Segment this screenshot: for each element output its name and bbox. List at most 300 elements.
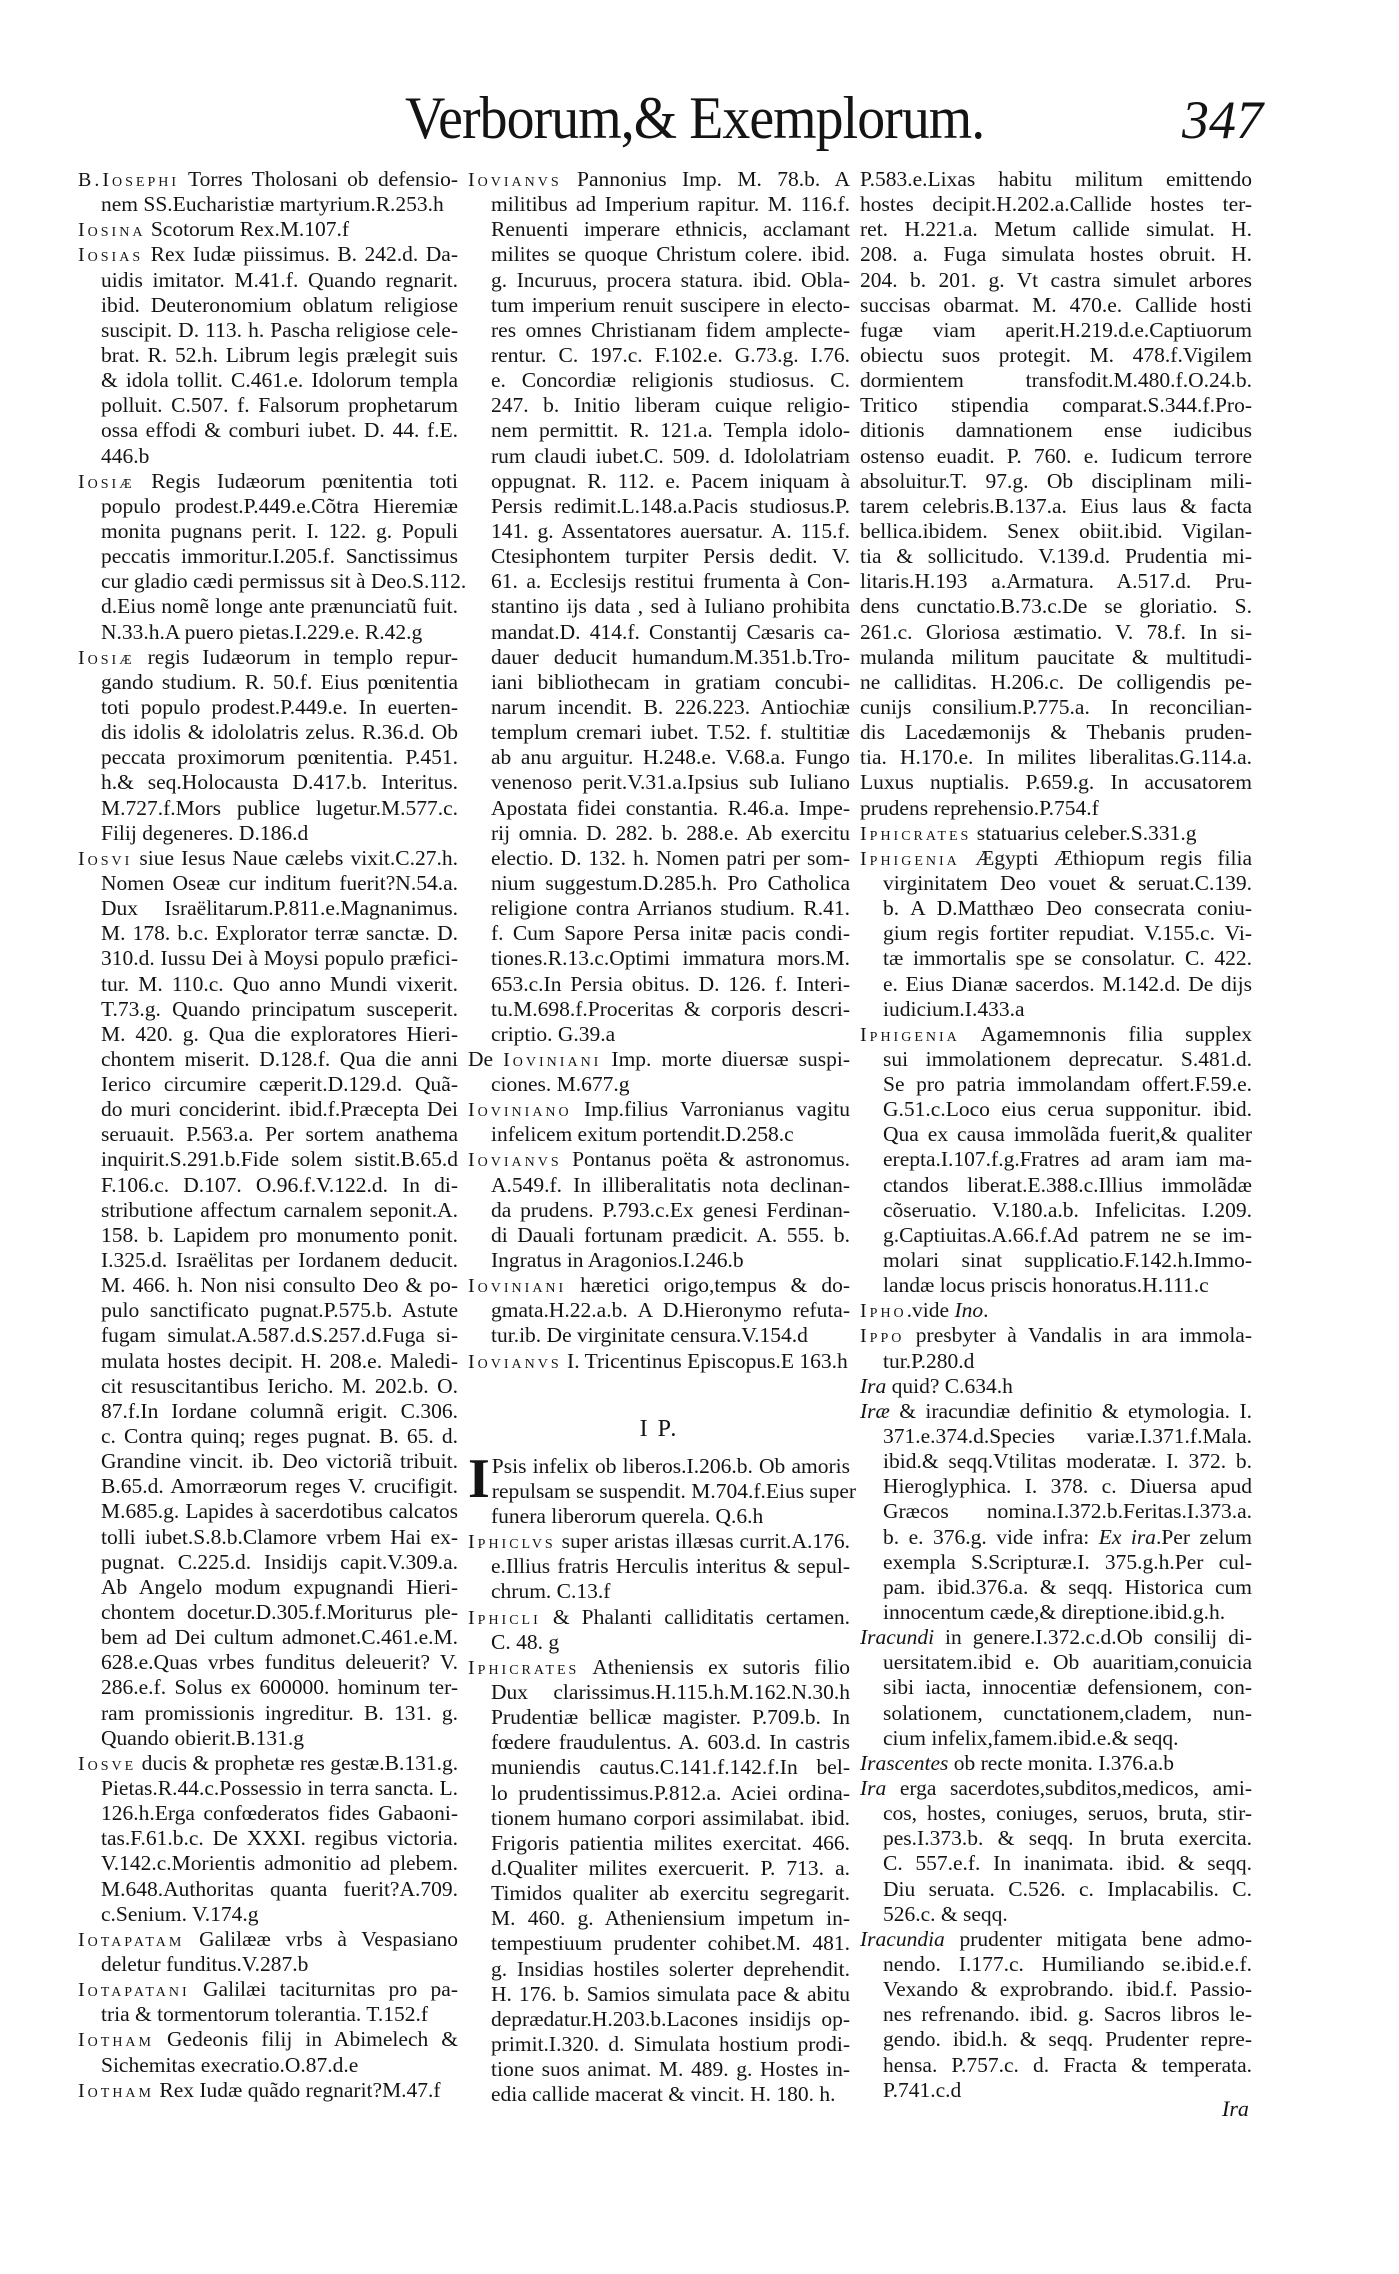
entry-line: electio. D. 132. h. Nomen patri per som- [491, 845, 850, 870]
entry-headword: Iphicli [468, 1606, 541, 1629]
entry-headword: Iovianvs [468, 169, 562, 191]
entry-line: hostes decipit.H.202.a.Callide hostes ter- [860, 192, 1252, 217]
entry-line: iani bibliothecam in gratiam concubi- [491, 669, 850, 694]
entry-line: H. 176. b. Samios simulata pace & abitu [491, 1981, 850, 2006]
entry-line: 261.c. Gloriosa æstimatio. V. 78.f. In si- [860, 619, 1252, 644]
entry-headword: Iphiclvs [468, 1531, 556, 1554]
entry-headword: Iosias [78, 244, 144, 267]
entry-line: Filij degeneres. D.186.d [101, 820, 309, 845]
entry-line: dis idolis & idololatris zelus. R.36.d. Ob [101, 720, 458, 745]
entry-headword: Ioviniani [468, 1275, 567, 1298]
index-entry [860, 1625, 1252, 1751]
entry-text: quid? C.634.h [886, 1373, 1013, 1398]
entry-line: 208. a. Fuga simulata hostes obruit. H. [860, 242, 1252, 267]
entry-line: nendo. I.177.c. Humiliando se.ibid.e.f. [883, 1951, 1252, 1976]
entry-line: T.73.g. Quando principatum susceperit. [101, 996, 458, 1021]
entry-line: Diu seruata. C.526. c. Implacabilis. C. [883, 1876, 1252, 1901]
entry-line: obiectu suos protegit. M. 478.f.Vigilem [860, 342, 1252, 367]
entry-line: gando studium. R. 50.f. Eius pœnitentia [101, 669, 458, 694]
entry-text: Imp.filius Varronianus vagitu [571, 1097, 850, 1122]
entry-headword: Ippo [860, 1325, 905, 1348]
entry-line: 371.e.374.d.Species variæ.I.371.f.Mala. [883, 1424, 1252, 1449]
entry-line: cõseruatio. V.180.a.b. Infelicitas. I.209. [883, 1197, 1252, 1222]
entry-line: da prudens. P.793.c.Ex genesi Ferdinan- [491, 1197, 850, 1222]
entry-line: 141. g. Assentatores auersatur. A. 115.f. [491, 518, 850, 543]
entry-line: e. Eius Dianæ sacerdos. M.142.d. De dijs [883, 971, 1252, 996]
entry-line: ossa effodi & comburi iubet. D. 44. f.E. [101, 418, 458, 443]
entry-line: solationem, cunctationem,cladem, nun- [883, 1700, 1252, 1725]
entry-headword: Iphicrates [468, 1656, 580, 1679]
entry-line: ciones. M.677.g [491, 1072, 630, 1097]
entry-line: cur gladio cædi permissus sit à Deo.S.112. [101, 569, 467, 594]
entry-line: nem permittit. R. 121.a. Templa idolo- [491, 418, 850, 443]
entry-line: sibi iacta, innocentiæ defensionem, con- [883, 1675, 1252, 1700]
page-title: Verborum,& Exemplorum. [405, 85, 985, 151]
entry-line: d.Qualiter milites exercuerit. P. 713. a. [491, 1856, 850, 1880]
entry-line: N.33.h.A puero pietas.I.229.e. R.42.g [101, 619, 423, 644]
entry-text: super aristas illæsas currit.A.176. [555, 1529, 850, 1554]
entry-line: & idola tollit. C.461.e. Idolorum templa [101, 368, 458, 393]
entry-line: do muri conciderint. ibid.f.Præcepta Dei [101, 1097, 458, 1122]
index-entry [78, 242, 458, 468]
entry-line: populo prodest.P.449.e.Cõtra Hieremiæ [101, 493, 458, 518]
index-column-2 [468, 167, 857, 2107]
entry-line: Luxus nuptialis. P.659.g. In accusatorem [860, 770, 1252, 795]
entry-first-line [860, 1374, 1252, 1399]
entry-line: tur.ib. De virginitate censura.V.154.d [491, 1323, 808, 1348]
entry-first-line [468, 1349, 850, 1374]
entry-first-line [78, 1977, 458, 2002]
entry-line: militibus ad Imperium rapitur. M. 116.f. [491, 192, 850, 217]
entry-line: 126.h.Erga confœderatos fides Gabaoni- [101, 1801, 458, 1826]
index-entry [78, 846, 458, 1751]
entry-line: M. 178. b.c. Explorator terræ sanctæ. D. [101, 921, 458, 946]
index-entry [468, 1605, 850, 1655]
entry-first-line [860, 1776, 1252, 1801]
entry-text: prudenter mitigata bene admo- [944, 1926, 1252, 1951]
entry-line: d.Eius nomẽ longe ante prænunciatũ fuit. [101, 594, 458, 619]
entry-headword: Iphigenia [860, 1023, 960, 1046]
index-entry [468, 1047, 850, 1097]
entry-line: nem SS.Eucharistiæ martyrium.R.253.h [101, 192, 444, 217]
entry-line: tia. H.170.e. In milites liberalitas.G.114.a. [860, 745, 1252, 770]
entry-line: di Dauali fortunam prædicit. A. 555. b. [491, 1222, 850, 1247]
entry-line: chontem miserit. D.128.f. Qua die anni [101, 1046, 458, 1071]
entry-first-line [78, 846, 458, 871]
entry-line: dis Lacedæmonijs & Thebanis pruden- [860, 720, 1252, 745]
entry-line: polluit. C.507. f. Falsorum prophetarum [101, 393, 458, 418]
entry-line: pam. ibid.376.a. & seqq. Historica cum [883, 1574, 1252, 1599]
entry-headword: Irascentes [860, 1750, 949, 1775]
entry-line: deprædatur.H.203.b.Lacones insidijs op- [491, 2006, 850, 2031]
entry-text: Scotorum Rex.M.107.f [145, 217, 350, 242]
entry-line: nes refrenando. ibid. g. Sacros libros le- [883, 2002, 1252, 2027]
entry-line: ram promissionis ingreditur. B. 131. g. [101, 1700, 458, 1725]
entry-line: 87.f.In Iordane columnã erigit. C.306. [101, 1398, 458, 1423]
index-entry [860, 1927, 1252, 2103]
entry-line: fugam simulat.A.587.d.S.257.d.Fuga si- [101, 1323, 458, 1348]
entry-line: religione contra Arrianos studium. R.41. [491, 896, 850, 921]
entry-text: ducis & prophetæ res gestæ.B.131.g. [136, 1750, 459, 1775]
index-entry [78, 1977, 458, 2027]
entry-first-line [78, 2078, 458, 2103]
entry-line: Se pro patria immolandam offert.F.59.e. [883, 1072, 1252, 1097]
entry-line: mulata hostes decipit. H. 208.e. Maledi- [101, 1348, 458, 1373]
entry-line: 61. a. Ecclesijs restitui frumenta à Con- [491, 569, 850, 594]
entry-line: repulsam se suspendit. M.704.f.Eius super [491, 1478, 857, 1503]
entry-first-line [860, 167, 1252, 192]
entry-line: sui immolationem deprecatur. S.481.d. [883, 1046, 1252, 1071]
entry-line: gium regis fortiter repudiat. V.155.c. Vi- [883, 921, 1252, 946]
entry-line: uidis imitator. M.41.f. Quando regnarit. [101, 267, 458, 292]
running-head [0, 78, 1399, 158]
entry-line: h.& seq.Holocausta D.417.b. Interitus. [101, 770, 458, 795]
entry-line: monita pugnans perit. I. 122. g. Populi [101, 518, 458, 543]
index-entry [468, 1655, 850, 2108]
entry-line: dauer deducit humandum.M.351.b.Tro- [491, 644, 850, 669]
entry-headword: B.Iosephi [78, 169, 180, 191]
entry-line: rentur. C. 197.c. F.102.e. G.73.g. I.76. [491, 342, 850, 367]
entry-text: regis Iudæorum in templo repur- [134, 644, 458, 669]
entry-line: M. 466. h. Non nisi consulto Deo & po- [101, 1273, 458, 1298]
entry-line: Nomen Oseæ cur inditum fuerit?N.54.a. [101, 870, 458, 895]
entry-line: Vexando & exprobrando. ibid.f. Passio- [883, 1977, 1252, 2002]
entry-headword: Iphicrates [860, 822, 972, 845]
entry-line: Ingratus in Aragonios.I.246.b [491, 1248, 744, 1273]
entry-line: edia callide macerat & vincit. H. 180. h. [491, 2082, 836, 2107]
entry-line: Hieroglyphica. I. 378. c. Diuersa apud [883, 1474, 1252, 1499]
entry-line: Ab Angelo modum expugnandi Hieri- [101, 1574, 458, 1599]
entry-line: c. Contra quinq; reges pugnat. B. 65. d. [101, 1424, 458, 1449]
entry-line: 204. b. 201. g. Vt castra simulet arbores [860, 267, 1252, 292]
entry-first-line [78, 645, 458, 670]
entry-text: .vide [906, 1298, 955, 1323]
entry-headword: Iosvi [78, 847, 133, 870]
drop-cap: I [468, 1447, 490, 1510]
entry-line: gendo. ibid.h. & seqq. Prudenter repre- [883, 2027, 1252, 2052]
page-number: 347 [1182, 90, 1263, 150]
entry-headword: Iotham [78, 2029, 154, 2052]
entry-headword: Iovianvs [468, 1350, 562, 1373]
entry-text: . [983, 1298, 989, 1323]
entry-line: M.648.Authoritas quanta fuerit?A.709. [101, 1876, 458, 1901]
entry-line: Ctesiphontem turpiter Persis dedit. V. [491, 544, 850, 569]
entry-line: chontem docetur.D.305.f.Moriturus ple- [101, 1600, 458, 1625]
index-entry [468, 1097, 850, 1147]
entry-text: & iracundiæ definitio & etymologia. I. [889, 1398, 1252, 1423]
entry-line: ne calliditas. H.206.c. De colligendis pe- [860, 669, 1252, 694]
entry-line: g. Insidias hostiles solerter deprehendit. [491, 1956, 850, 1981]
index-entry [468, 1447, 857, 1529]
entry-line: Grandine vincit. ib. Deo victoriã tribuit. [101, 1449, 458, 1474]
entry-line: 286.e.f. Solus ex 600000. hominum ter- [101, 1675, 458, 1700]
entry-line: Psis infelix ob liberos.I.206.b. Ob amoris [491, 1453, 850, 1478]
section-spacer [468, 1374, 850, 1394]
entry-line: virginitatem Deo vouet & seruat.C.139. [883, 870, 1252, 895]
entry-text: .Per zelum [1155, 1524, 1252, 1549]
entry-line: Apostata fidei constantia. R.46.a. Impe- [491, 795, 850, 820]
entry-line: iudicium.I.433.a [883, 996, 1025, 1021]
entry-line: ibid.& seqq.Vtilitas moderatæ. I. 372. b. [883, 1449, 1252, 1474]
entry-line: suscipit. D. 113. h. Pascha religiose cele- [101, 317, 458, 342]
entry-line: g. Incuruus, procera statura. ibid. Obla- [491, 267, 850, 292]
entry-text: Agamemnonis filia supplex [959, 1021, 1252, 1046]
entry-text: presbyter à Vandalis in ara immola- [904, 1323, 1252, 1348]
entry-headword: Ioviniano [468, 1099, 572, 1122]
entry-line: seruauit. P.563.a. Per sortem anathema [101, 1122, 458, 1147]
entry-first-line [468, 1097, 850, 1122]
entry-line: I.325.d. Israëlitas per Iordanem deducit. [101, 1248, 458, 1273]
entry-text: & Phalanti calliditatis certamen. [540, 1604, 850, 1629]
entry-line: fugæ viam aperit.H.219.d.e.Captiuorum [860, 317, 1252, 342]
entry-line: tas.F.61.b.c. De XXXI. regibus victoria. [101, 1826, 458, 1851]
entry-text: siue Iesus Naue cælebs vixit.C.27.h. [132, 845, 458, 870]
entry-line: mulanda militum paucitate & multitudi- [860, 644, 1252, 669]
entry-line: oppugnat. R. 112. e. Pacem iniquam à [491, 468, 850, 493]
entry-line: chrum. C.13.f [491, 1579, 611, 1604]
entry-line: ibid. Deuteronomium oblatum religiose [101, 292, 458, 317]
entry-line: peccatis immoritur.I.205.f. Sanctissimus [101, 544, 458, 569]
entry-prefix: De [468, 1046, 504, 1071]
entry-headword: Iracundi [860, 1625, 935, 1650]
entry-line: brat. R. 52.h. Librum legis prælegit suis [101, 342, 458, 367]
entry-line: M.685.g. Lapides à sacerdotibus calcatos [101, 1499, 458, 1524]
entry-headword: Ipho [860, 1300, 907, 1323]
entry-headword: Iræ [860, 1398, 890, 1423]
entry-first-line [860, 1927, 1252, 1952]
entry-line: M. 420. g. Qua die exploratores Hieri- [101, 1021, 458, 1046]
entry-line: succisas obarmat. M. 470.e. Callide hosti [860, 292, 1252, 317]
entry-line: tiones.R.13.c.Optimi immatura mors.M. [491, 946, 850, 971]
entry-headword: Iotapatani [78, 1979, 190, 2002]
entry-line: gmata.H.22.a.b. A D.Hieronymo refuta- [491, 1298, 850, 1323]
entry-line: Persis redimit.L.148.a.Pacis studiosus.P. [491, 493, 850, 518]
entry-first-line [78, 1927, 458, 1952]
index-entry [860, 821, 1252, 846]
entry-first-line [78, 469, 458, 494]
entry-line: mandat.D. 414.f. Constantij Cæsaris ca- [491, 619, 850, 644]
entry-line: Quando obierit.B.131.g [101, 1725, 305, 1750]
entry-line [860, 1525, 1252, 1550]
entry-line: ostenso euadit. P. 760. e. Iudicum terrore [860, 443, 1252, 468]
entry-headword: Iosiæ [78, 470, 135, 493]
index-entry [468, 1273, 850, 1348]
entry-headword: Ioviniani [503, 1048, 602, 1071]
entry-line: M. 460. g. Atheniensium impetum in- [491, 1906, 850, 1931]
entry-line: c.Senium. V.174.g [101, 1901, 259, 1926]
entry-headword: Iracundia [860, 1926, 945, 1951]
index-column-3 [860, 167, 1252, 2103]
entry-line: cit resuscitantibus Iericho. M. 202.b. O. [101, 1373, 458, 1398]
index-entry [860, 1399, 1252, 1625]
entry-line: erepta.I.107.f.g.Fratres ad aram iam ma- [883, 1147, 1252, 1172]
entry-first-line [78, 217, 458, 242]
section-heading: I P. [639, 1415, 679, 1442]
entry-first-line [860, 1022, 1252, 1047]
entry-line: 628.e.Quas vrbes funditus deleuerit? V. [101, 1650, 458, 1675]
entry-line: B.65.d. Amorræorum reges V. crucifigit. [101, 1474, 458, 1499]
entry-line: tæ immortalis spe se consolatur. C. 422. [883, 946, 1252, 971]
entry-line: molari sinat supplicatio.F.142.h.Immo- [883, 1248, 1252, 1273]
entry-line: tur. M. 110.c. Quo anno Mundi vixerit. [101, 971, 458, 996]
index-entry [78, 645, 458, 846]
entry-line: 653.c.In Persia obitus. D. 126. f. Interi- [491, 971, 850, 996]
entry-line: Timidos qualiter ab exercitu segregarit. [491, 1881, 850, 1906]
entry-line: Dux clarissimus.H.115.h.M.162.N.30.h [491, 1680, 850, 1705]
entry-headword: Ira [860, 1373, 887, 1398]
entry-line: res omnes Christianam fidem amplecte- [491, 317, 850, 342]
entry-headword: Ira [860, 1776, 887, 1800]
entry-first-line [468, 1273, 850, 1298]
entry-line: infelicem exitum portendit.D.258.c [491, 1122, 794, 1147]
entry-headword: Iosina [78, 219, 146, 242]
entry-headword: Iovianvs [468, 1149, 562, 1172]
entry-headword: Iosve [78, 1752, 137, 1775]
cross-reference: Ino [954, 1298, 984, 1323]
entry-line: F.106.c. D.107. O.96.f.V.122.d. In di- [101, 1172, 458, 1197]
entry-line: nium suggestum.D.285.h. Pro Catholica [491, 870, 850, 895]
entry-line: f. Cum Sapore Persa initæ pacis condi- [491, 921, 850, 946]
entry-text: Pontanus poëta & astronomus. [561, 1147, 850, 1172]
entry-line: innocentum cæde,& direptione.ibid.g.h. [883, 1600, 1226, 1625]
index-entry [860, 1776, 1252, 1927]
entry-line: funera liberorum querela. Q.6.h [491, 1504, 764, 1529]
index-entry [78, 468, 467, 645]
index-entry [78, 1751, 458, 1927]
entry-headword: Iosiæ [78, 646, 135, 669]
entry-line: tionem humano corpori assimilabat. ibid. [491, 1805, 850, 1830]
entry-line: absoluitur.T. 97.g. Ob disciplinam mili- [860, 468, 1252, 493]
entry-line: ab anu arguitur. H.248.e. V.68.a. Fungo [491, 745, 850, 770]
entry-headword: Iotapatam [78, 1928, 185, 1951]
entry-text: statuarius celeber.S.331.g [971, 820, 1197, 845]
entry-text: in genere.I.372.c.d.Ob consilij di- [934, 1625, 1252, 1650]
entry-line: narum incendit. B. 226.223. Antiochiæ [491, 694, 850, 719]
entry-line: tarem celebris.B.137.a. Eius laus & facta [860, 493, 1252, 518]
index-entry [78, 217, 458, 242]
entry-line: inquirit.S.291.b.Fide solem sistit.B.65.d [101, 1147, 458, 1172]
entry-line: 446.b [101, 443, 150, 468]
index-entry [468, 1349, 850, 1374]
entry-line: dormientem transfodit.M.480.f.O.24.b. [860, 368, 1252, 393]
catchword: Ira [1222, 2096, 1249, 2121]
entry-first-line [78, 167, 458, 192]
entry-line: A.549.f. In illiberalitatis nota declinan- [491, 1172, 850, 1197]
entry-first-line [468, 1605, 850, 1630]
entry-line: Pietas.R.44.c.Possessio in terra sancta. L. [101, 1776, 458, 1800]
entry-line: ret. H.221.a. Metum callide simulat. H. [860, 217, 1252, 242]
entry-text: ob recte monita. I.376.a.b [948, 1750, 1175, 1775]
entry-line: tum imperium renuit suscipere in electo- [491, 292, 850, 317]
entry-text: b. e. 376.g. vide infra: [883, 1524, 1099, 1549]
entry-line: stributione affectum carnalem seponit.A. [101, 1197, 458, 1222]
entry-line: hensa. P.757.c. d. Fracta & temperata. [883, 2052, 1252, 2077]
cross-reference: Ex ira [1098, 1524, 1156, 1549]
entry-line: cium infelix,famem.ibid.e.& seqq. [883, 1725, 1179, 1750]
index-column-1 [78, 167, 467, 2103]
entry-text: I. Tricentinus Episcopus.E 163.h [561, 1348, 848, 1373]
index-entry [468, 1147, 850, 1273]
entry-line: tu.M.698.f.Proceritas & corporis descri- [491, 996, 850, 1021]
entry-text: Rex Iudæ piissimus. B. 242.d. Da- [143, 242, 458, 267]
entry-text: hæretici origo,tempus & do- [566, 1273, 850, 1298]
entry-line: Sichemitas execratio.O.87.d.e [101, 2052, 359, 2077]
entry-text: Atheniensis ex sutoris filio [579, 1654, 850, 1679]
index-entry [78, 2078, 458, 2103]
entry-line: 247. b. Initio liberam cuique religio- [491, 393, 850, 418]
entry-line: Frigoris patientia milites exercitat. 466. [491, 1830, 850, 1855]
entry-text: Gedeonis filij in Abimelech & [154, 2027, 458, 2052]
entry-line: Renuenti imperare ethnicis, acclamant [491, 217, 850, 242]
entry-line: exempla S.Scripturæ.I. 375.g.h.Per cul- [883, 1549, 1252, 1574]
entry-first-line [78, 2027, 458, 2052]
entry-line: Tritico stipendia comparat.S.344.f.Pro- [860, 393, 1252, 418]
entry-line: pes.I.373.b. & seqq. In bruta exercita. [883, 1826, 1252, 1851]
entry-text: Ægypti Æthiopum regis filia [959, 845, 1252, 870]
entry-first-line [468, 1147, 850, 1172]
entry-line: landæ locus priscis honoratus.H.111.c [883, 1273, 1209, 1298]
entry-first-line [468, 1529, 850, 1554]
entry-text: Rex Iudæ quãdo regnarit?M.47.f [154, 2077, 441, 2102]
entry-line: C. 48. g [491, 1629, 560, 1654]
index-entry [78, 1927, 458, 1977]
entry-line: tria & tormentorum tolerantia. T.152.f [101, 2002, 428, 2027]
entry-line: tia & sollicitudo. V.139.d. Prudentia mi- [860, 544, 1252, 569]
entry-line: deletur funditus.V.287.b [101, 1951, 309, 1976]
index-entry [860, 1022, 1252, 1299]
entry-line: peccata proximorum pœnitentia. P.451. [101, 745, 458, 770]
entry-line: P.741.c.d [883, 2077, 962, 2102]
entry-line: Qua ex causa immolãda fuerit,& qualiter [883, 1122, 1252, 1147]
entry-first-line [860, 1751, 1252, 1776]
entry-line: fœdere fraudulentus. A. 603.d. In castris [491, 1730, 850, 1755]
entry-line: Dux Israëlitarum.P.811.e.Magnanimus. [101, 896, 458, 921]
entry-first-line [860, 1323, 1252, 1348]
entry-first-line [468, 167, 850, 192]
entry-text: Galilæi taciturnitas pro pa- [189, 1977, 458, 2002]
entry-line: tur.P.280.d [883, 1348, 975, 1373]
entry-text: Torres Tholosani ob defensio- [179, 167, 458, 191]
entry-first-line [468, 1047, 850, 1072]
entry-line: muniendis cautus.C.141.f.142.f.In bel- [491, 1755, 850, 1780]
entry-line: tolli iubet.S.8.b.Clamore vrbem Hai ex- [101, 1524, 458, 1549]
index-entry [78, 2027, 458, 2077]
entry-first-line [78, 242, 458, 267]
entry-line: Ierico circumire cæperit.D.129.d. Quã- [101, 1072, 458, 1097]
entry-line: V.142.c.Morientis admonitio ad plebem. [101, 1851, 458, 1876]
entry-line: venenoso perit.V.31.a.Ipsius sub Iuliano [491, 770, 850, 795]
entry-line: rij omnia. D. 282. b. 288.e. Ab exercitu [491, 820, 850, 845]
index-entry [468, 1529, 850, 1604]
entry-line: tempestiuum prudenter cohibet.M. 481. [491, 1931, 850, 1956]
entry-first-line [860, 1399, 1252, 1424]
index-entry [78, 167, 458, 217]
entry-line: ditionis damnationem ense iudicibus [860, 418, 1252, 443]
entry-text: P.583.e.Lixas habitu militum emittendo [860, 167, 1252, 191]
entry-line: criptio. G.39.a [491, 1021, 616, 1046]
entry-line: pugnat. C.225.d. Insidijs capit.V.309.a. [101, 1549, 458, 1574]
entry-line: toti populo prodest.P.449.e. In euerten- [101, 694, 458, 719]
entry-line: b. A D.Matthæo Deo consecrata coniu- [883, 896, 1252, 921]
entry-text: erga sacerdotes,subditos,medicos, ami- [886, 1776, 1252, 1800]
entry-line: litaris.H.193 a.Armatura. A.517.d. Pru- [860, 569, 1252, 594]
index-entry [860, 846, 1252, 1022]
entry-line: e. Concordiæ religionis studiosus. C. [491, 368, 850, 393]
entry-first-line [860, 1625, 1252, 1650]
index-entry [860, 167, 1252, 821]
entry-line: stantino ijs data , sed à Iuliano prohibita [491, 594, 850, 619]
entry-line: bellica.ibidem. Senex obiit.ibid. Vigilan- [860, 518, 1252, 543]
